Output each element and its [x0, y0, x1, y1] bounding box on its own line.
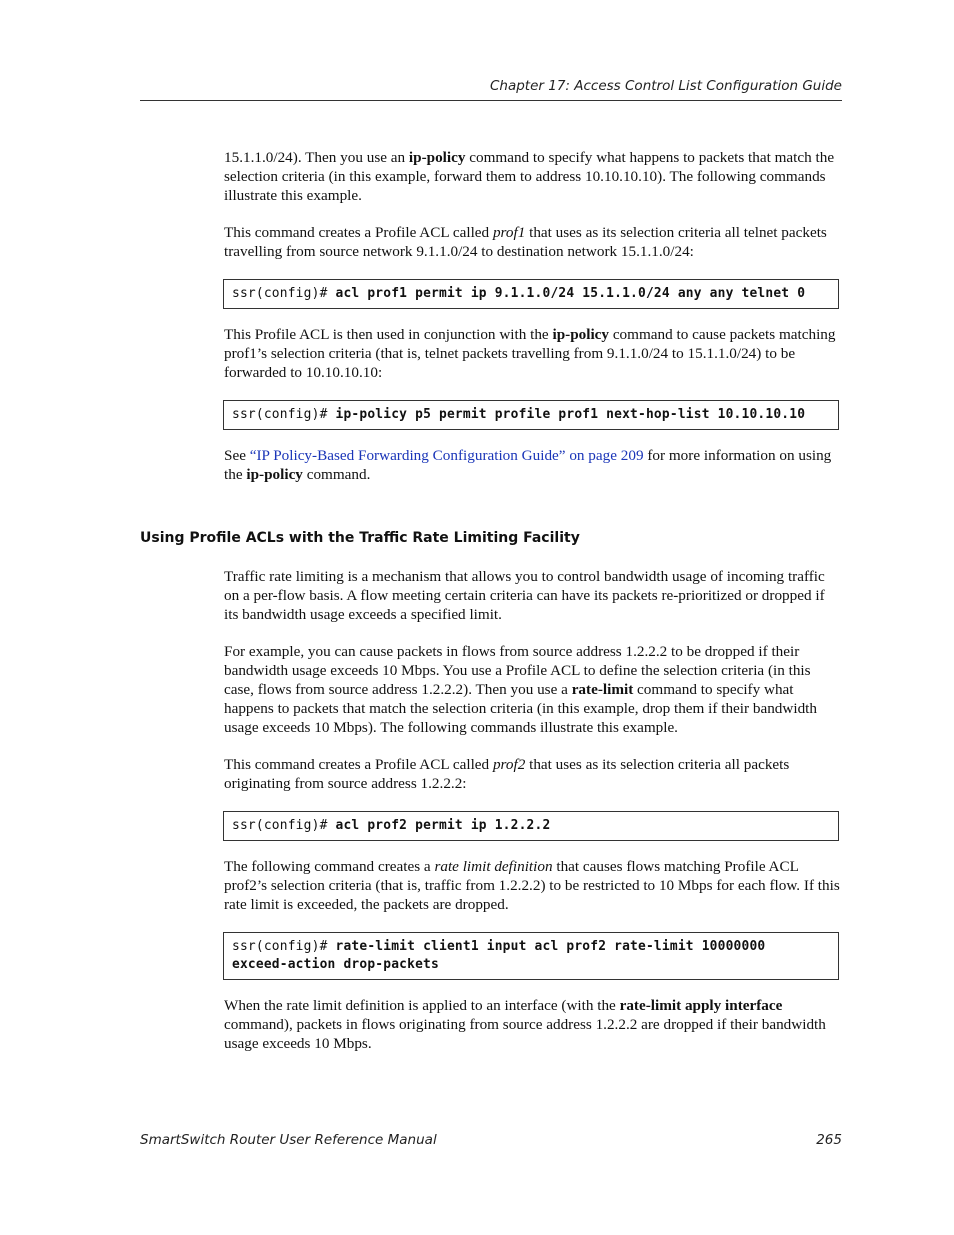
text: The following command creates a	[224, 858, 435, 875]
prof1-term: prof1	[492, 224, 526, 241]
prof2-term: prof2	[492, 756, 526, 773]
text: command to cause packets matching prof1’s selection criteria (that is, telnet packets travelling from 9.1.1.0/24 to 15.1.1.0/24) to be forwarded to 10.10.10.10:	[224, 326, 836, 381]
cli-prompt: ssr(config)#	[232, 407, 336, 422]
text: command to specify what happens to packets that match the selection criteria (in this example, drop them if their bandwidth usage exceeds 10 Mbps). The following commands illustrate this example.	[224, 681, 817, 736]
cli-command: acl prof1 permit ip 9.1.1.0/24 15.1.1.0/24 any any telnet 0	[335, 286, 806, 301]
text: 15.1.1.0/24). Then you use an	[224, 149, 409, 166]
section-1	[224, 148, 842, 502]
text: that causes flows matching Profile ACL prof2’s selection criteria (that is, traffic from 1.2.2.2) to be restricted to 10 Mbps for each flow. If this rate limit is exceeded, the packets are dropped.	[224, 858, 840, 913]
text: that uses as its selection criteria all packets originating from source address 1.2.2.2:	[224, 756, 790, 792]
text: that uses as its selection criteria all telnet packets travelling from source network 9.1.1.0/24 to destination network 15.1.1.0/24:	[224, 224, 827, 260]
section-heading: Using Profile ACLs with the Traffic Rate Limiting Facility	[140, 530, 580, 546]
cli-prompt: ssr(config)#	[232, 939, 336, 954]
code-block-ip-policy	[223, 400, 839, 430]
cli-command: acl prof2 permit ip 1.2.2.2	[335, 818, 551, 833]
paragraph	[224, 148, 842, 205]
cli-command: ip-policy p5 permit profile prof1 next-hop-list 10.10.10.10	[335, 407, 806, 422]
cli-prompt: ssr(config)#	[232, 286, 336, 301]
chapter-header: Chapter 17: Access Control List Configuration Guide	[489, 78, 842, 94]
text: For example, you can cause packets in flows from source address 1.2.2.2 to be dropped if their bandwidth usage exceeds 10 Mbps. You use a Profile ACL to define the selection criteria (in this case, flows from source address 1.2.2.2). Then you use a	[224, 643, 811, 698]
paragraph	[224, 446, 842, 484]
cli-command-continued: exceed-action drop-packets	[232, 957, 439, 972]
text: This command creates a Profile ACL called	[224, 224, 493, 241]
text: When the rate limit definition is applied to an interface (with the	[224, 997, 620, 1014]
rate-limit-apply-term: rate-limit apply interface	[619, 997, 783, 1014]
code-block-rate-limit	[223, 932, 839, 980]
rate-limit-definition-term: rate limit definition	[434, 858, 553, 875]
text: This Profile ACL is then used in conjunction with the	[224, 326, 553, 343]
rate-limit-term: rate-limit	[571, 681, 634, 698]
text: command to specify what happens to packets that match the selection criteria (in this example, forward them to address 10.10.10.10). The following commands illustrate this example.	[224, 149, 835, 204]
paragraph	[224, 996, 842, 1053]
text: for more information on using the	[224, 447, 832, 483]
ip-policy-term: ip-policy	[246, 466, 303, 483]
text: command.	[302, 466, 371, 483]
paragraph	[224, 223, 842, 261]
code-block-acl-prof2	[223, 811, 839, 841]
text: This command creates a Profile ACL called	[224, 756, 493, 773]
manual-title: SmartSwitch Router User Reference Manual	[140, 1132, 437, 1148]
page-number: 265	[816, 1132, 842, 1148]
paragraph	[224, 755, 842, 793]
section-2	[224, 567, 842, 1071]
cli-prompt: ssr(config)#	[232, 818, 336, 833]
text: command), packets in flows originating from source address 1.2.2.2 are dropped if their bandwidth usage exceeds 10 Mbps.	[224, 1016, 826, 1052]
paragraph	[224, 325, 842, 382]
paragraph	[224, 642, 842, 737]
header-divider	[140, 100, 842, 101]
cross-reference-link[interactable]: “IP Policy-Based Forwarding Configuration Guide” on page 209	[249, 447, 644, 464]
code-block-acl-prof1	[223, 279, 839, 309]
cli-command: rate-limit client1 input acl prof2 rate-limit 10000000	[335, 939, 766, 954]
ip-policy-term: ip-policy	[552, 326, 610, 343]
paragraph	[224, 857, 842, 914]
ip-policy-term: ip-policy	[408, 149, 466, 166]
paragraph: Traffic rate limiting is a mechanism that allows you to control bandwidth usage of incoming traffic on a per-flow basis. A flow meeting certain criteria can have its packets re-prioritized or dropped if its bandwidth usage exceeds a specified limit.	[224, 568, 825, 623]
text: See	[224, 447, 250, 464]
